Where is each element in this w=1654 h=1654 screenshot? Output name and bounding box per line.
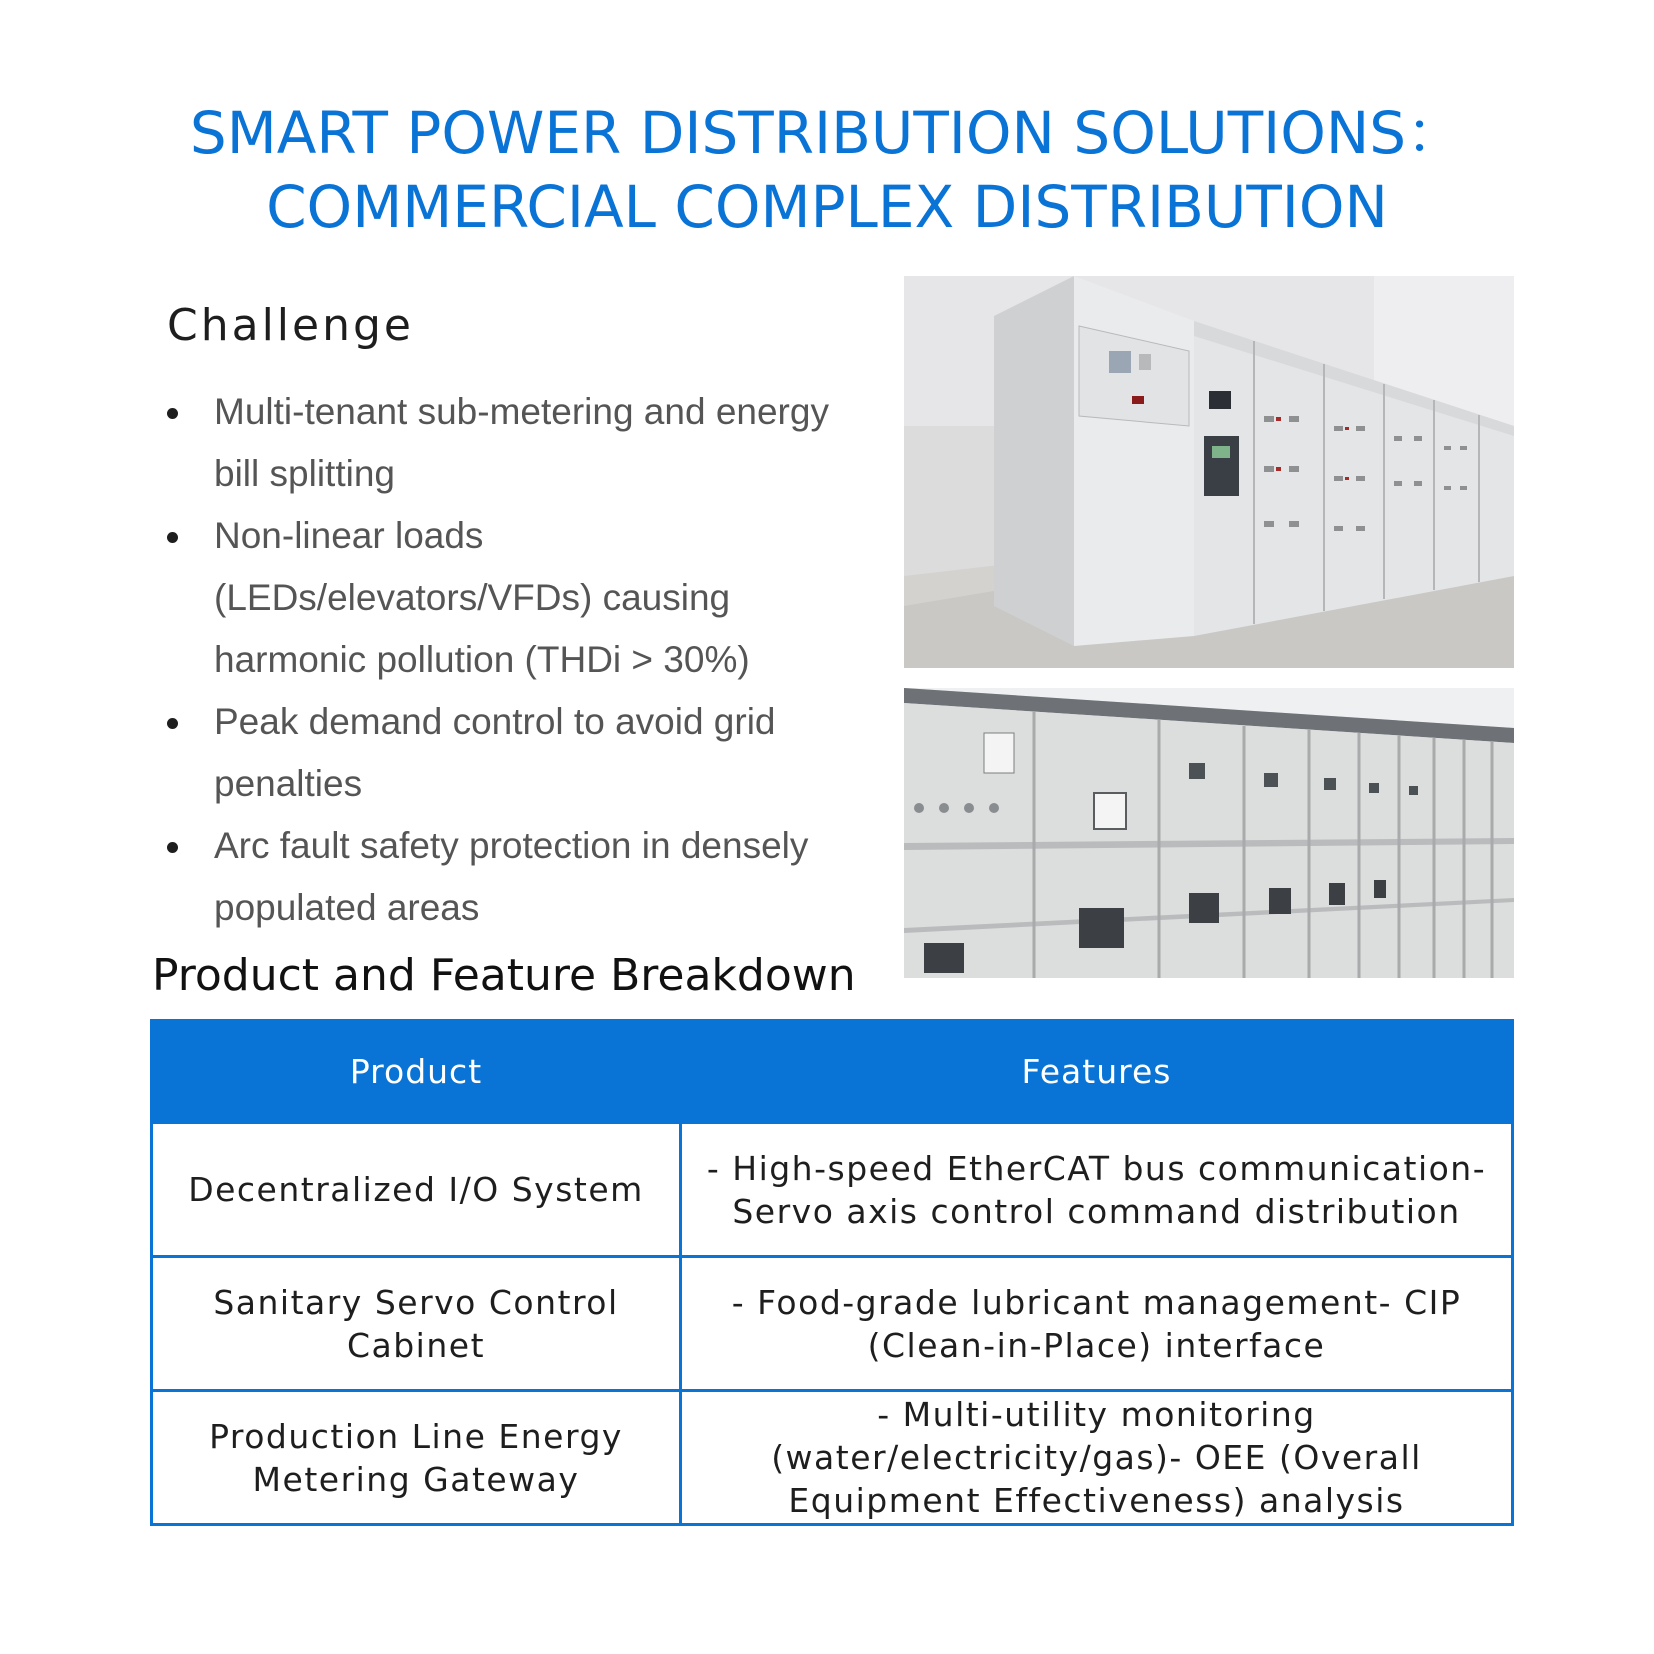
column-header-features: Features: [681, 1021, 1513, 1123]
challenge-heading: Challenge: [167, 300, 414, 351]
page-title-line-2: COMMERCIAL COMPLEX DISTRIBUTION: [266, 173, 1388, 241]
bullet-icon: [167, 842, 178, 853]
product-cell: Production Line Energy Metering Gateway: [152, 1391, 681, 1525]
challenge-item-text: Non-linear loads (LEDs/elevators/VFDs) causing harmonic pollution (THDi > 30%): [214, 515, 750, 680]
features-cell: - Food-grade lubricant management- CIP (Clean-in-Place) interface: [681, 1257, 1513, 1391]
challenge-item: [160, 381, 860, 505]
switchgear-room-photo: [904, 276, 1514, 668]
column-header-product: Product: [152, 1021, 681, 1123]
table-row: [152, 1257, 1513, 1391]
features-cell: - High-speed EtherCAT bus communication- Servo axis control command distribution: [681, 1123, 1513, 1257]
challenge-item-text: Multi-tenant sub-metering and energy bill splitting: [214, 391, 829, 494]
bullet-icon: [167, 718, 178, 729]
product-cell: Decentralized I/O System: [152, 1123, 681, 1257]
page-title: [0, 96, 1654, 244]
challenge-item: [160, 691, 860, 815]
challenge-item-text: Peak demand control to avoid grid penalties: [214, 701, 776, 804]
product-feature-table: [150, 1019, 1514, 1526]
switchgear-panels-photo: [904, 688, 1514, 978]
challenge-list: [160, 381, 860, 939]
table-row: [152, 1123, 1513, 1257]
challenge-item: [160, 815, 860, 939]
bullet-icon: [167, 532, 178, 543]
breakdown-heading: Product and Feature Breakdown: [152, 950, 856, 1001]
product-cell: Sanitary Servo Control Cabinet: [152, 1257, 681, 1391]
challenge-item-text: Arc fault safety protection in densely populated areas: [214, 825, 809, 928]
page-title-line-1: SMART POWER DISTRIBUTION SOLUTIONS：: [189, 99, 1465, 167]
table-row: [152, 1391, 1513, 1525]
bullet-icon: [167, 408, 178, 419]
table-header-row: [152, 1021, 1513, 1123]
features-cell: - Multi-utility monitoring (water/electricity/gas)- OEE (Overall Equipment Effectiveness) analysis: [681, 1391, 1513, 1525]
challenge-item: [160, 505, 860, 691]
